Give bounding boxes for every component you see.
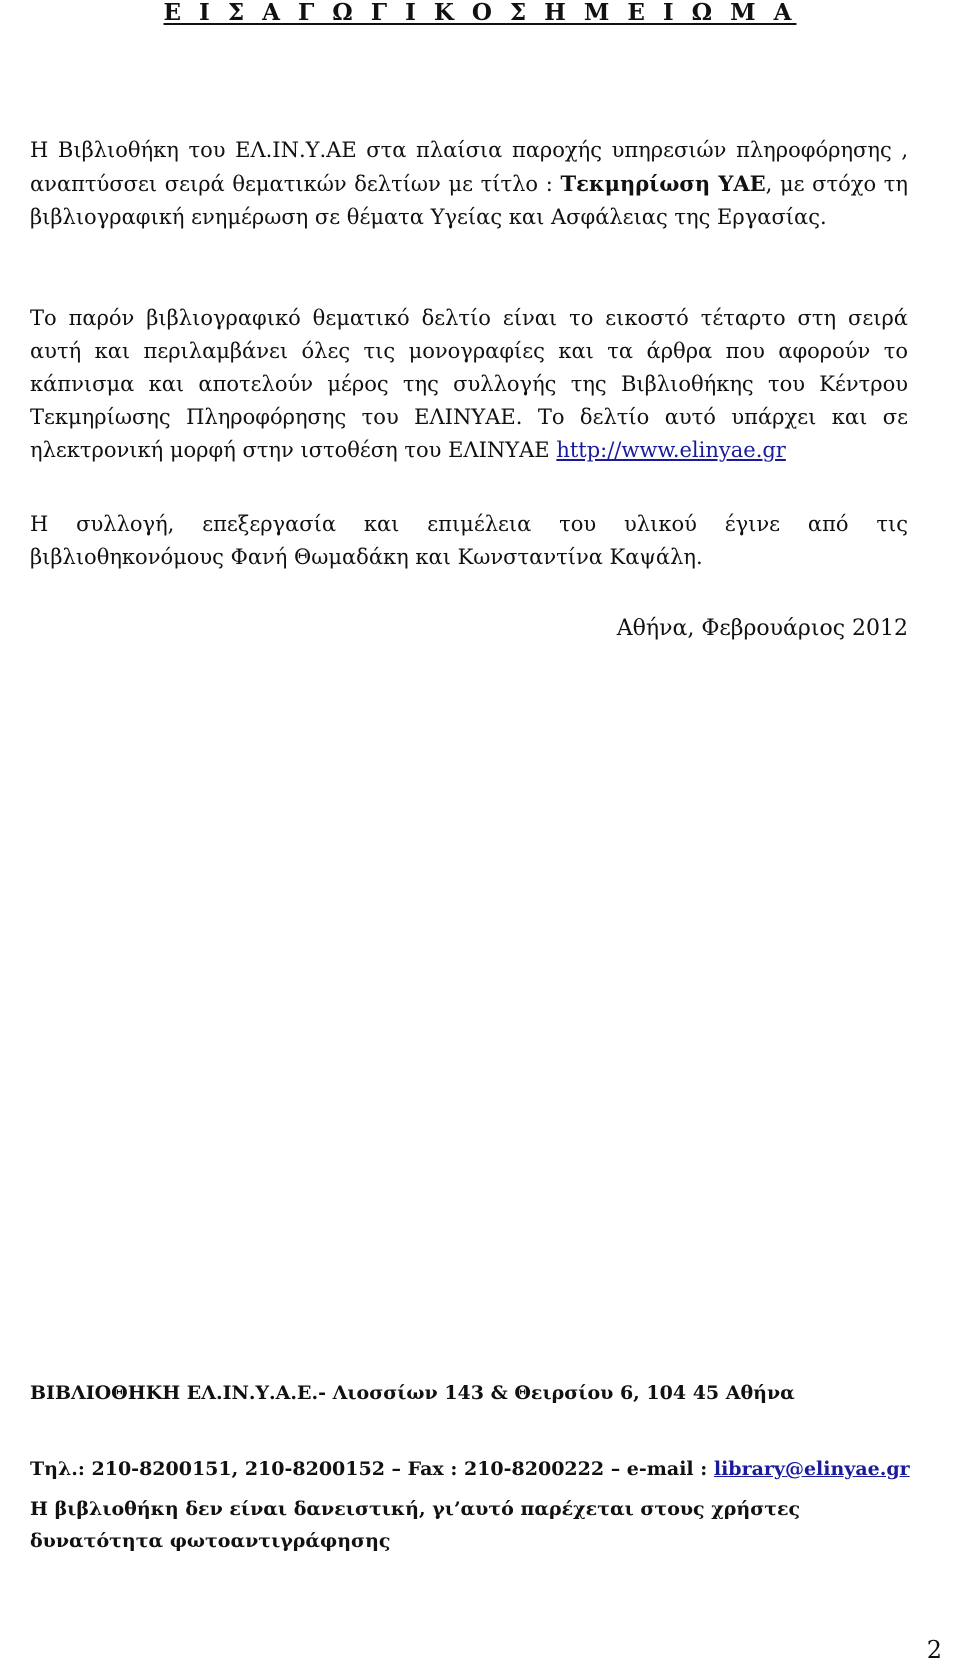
description-paragraph [30,302,908,467]
credits-paragraph: Η συλλογή, επεξεργασία και επιμέλεια του υλικού έγινε από τις βιβλιοθηκονόμους Φανή Θωμαδάκη και Κωνσταντίνα Καψάλη. [30,512,908,569]
contact-numbers: Τηλ.: 210-8200151, 210-8200152 – Fax : 210-8200222 – e-mail : [30,1458,714,1480]
library-note: Η βιβλιοθήκη δεν είναι δανειστική, γι’αυτό παρέχεται στους χρήστες δυνατότητα φωτοαντιγράφησης [30,1498,801,1552]
description-text: Το παρόν βιβλιογραφικό θεματικό δελτίο είναι το εικοστό τέταρτο στη σειρά αυτή και περιλαμβάνει όλες τις μονογραφίες και τα άρθρα που αφορούν το κάπνισμα και αποτελούν μέρος της συλλογής της Βιβλιοθήκης του Κέντρου Τεκμηρίωσης Πληροφόρησης του ΕΛΙΝΥΑΕ. Το δελτίο αυτό υπάρχει και σε ηλεκτρονική μορφή στην ιστοθέση του ΕΛΙΝΥΑΕ [30,306,908,462]
email-link[interactable]: library@elinyae.gr [713,1458,910,1480]
library-contact [30,1456,930,1482]
library-address: ΒΙΒΛΙΟΘΗΚΗ ΕΛ.ΙΝ.Υ.Α.Ε.- Λιοσσίων 143 & Θειρσίου 6, 104 45 Αθήνα [30,1382,795,1404]
intro-text-a: Η Βιβλιοθήκη του ΕΛ.ΙΝ.Υ.ΑΕ στα πλαίσια παροχής υπηρεσιών πληροφόρησης , αναπτύσσει σειρά θεματικών δελτίων με τίτλο : [30,138,908,196]
intro-text-b: , με στόχο τη βιβλιογραφική ενημέρωση σε θέματα Υγείας και Ασφάλειας της Εργασίας. [30,172,908,229]
intro-paragraph [30,134,908,234]
website-link[interactable]: http://www.elinyae.gr [556,438,786,462]
series-title: Τεκμηρίωση ΥΑΕ [560,171,766,196]
page-title: Ε Ι Σ Α Γ Ω Γ Ι Κ Ο Σ Η Μ Ε Ι Ω Μ Α [163,0,797,26]
place-date: Αθήνα, Φεβρουάριος 2012 [616,616,908,641]
page-number: 2 [926,1636,942,1664]
